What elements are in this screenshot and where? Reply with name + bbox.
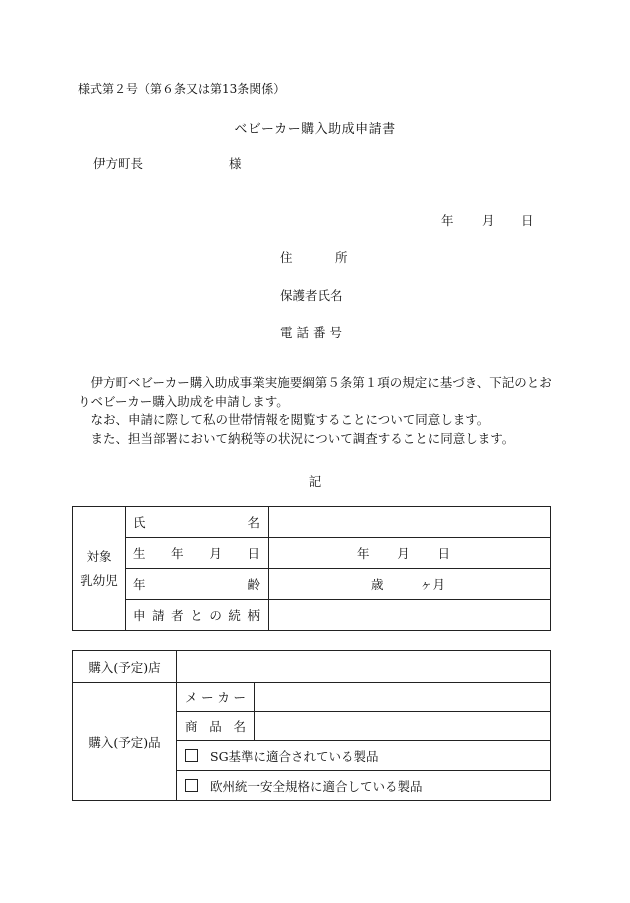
date-day-label: 日 (521, 213, 534, 228)
infant-group-label: 対象 乳幼児 (73, 507, 126, 631)
eu-checkbox-label: 欧州統一安全規格に適合している製品 (210, 778, 423, 794)
sg-checkbox[interactable] (185, 749, 198, 762)
addressee: 伊方町長 (93, 156, 144, 171)
sg-checkbox-row[interactable] (177, 741, 551, 771)
age-label: 年 齢 (126, 569, 269, 600)
store-label: 購入(予定)店 (73, 651, 177, 683)
document-title: ベビーカー購入助成申請書 (234, 122, 396, 137)
application-statement (78, 374, 558, 448)
form-number: 様式第２号（第６条又は第13条関係） (78, 82, 286, 96)
eu-checkbox-row[interactable] (177, 771, 551, 801)
product-name-label: 商 品 名 (177, 712, 255, 741)
date-month-label: 月 (482, 213, 495, 228)
relation-label: 申 請 者 と の 続 柄 (126, 600, 269, 631)
statement-line-2: なお、申請に際して私の世帯情報を閲覧することについて同意します。 (78, 412, 490, 427)
statement-line-3: また、担当部署において納税等の状況について調査することに同意します。 (78, 430, 515, 446)
guardian-name-label: 保護者氏名 (280, 288, 343, 303)
name-field[interactable] (269, 507, 551, 538)
maker-field[interactable] (255, 683, 551, 712)
product-name-field[interactable] (255, 712, 551, 741)
infant-table (72, 506, 551, 631)
maker-label: メ ー カ ー (177, 683, 255, 712)
age-field[interactable]: 歳 ヶ月 (269, 569, 551, 600)
birthdate-label: 生 年 月 日 (126, 538, 269, 569)
eu-checkbox[interactable] (185, 779, 198, 792)
honorific: 様 (229, 156, 242, 171)
phone-label: 電話番号 (280, 325, 347, 340)
birthdate-field[interactable]: 年 月 日 (269, 538, 551, 569)
ki-heading: 記 (308, 474, 322, 489)
purchase-table (72, 650, 551, 801)
sg-checkbox-label: SG基準に適合されている製品 (210, 748, 379, 764)
store-field[interactable] (177, 651, 551, 683)
address-label-2: 所 (335, 250, 348, 265)
name-label: 氏 名 (126, 507, 269, 538)
item-label: 購入(予定)品 (73, 683, 177, 801)
address-label-1: 住 (280, 250, 293, 265)
relation-field[interactable] (269, 600, 551, 631)
statement-line-1: 伊方町ベビーカー購入助成事業実施要綱第５条第１項の規定に基づき、下記のとおりベビーカー購入助成を申請します。 (78, 375, 552, 409)
date-year-label: 年 (441, 213, 454, 228)
